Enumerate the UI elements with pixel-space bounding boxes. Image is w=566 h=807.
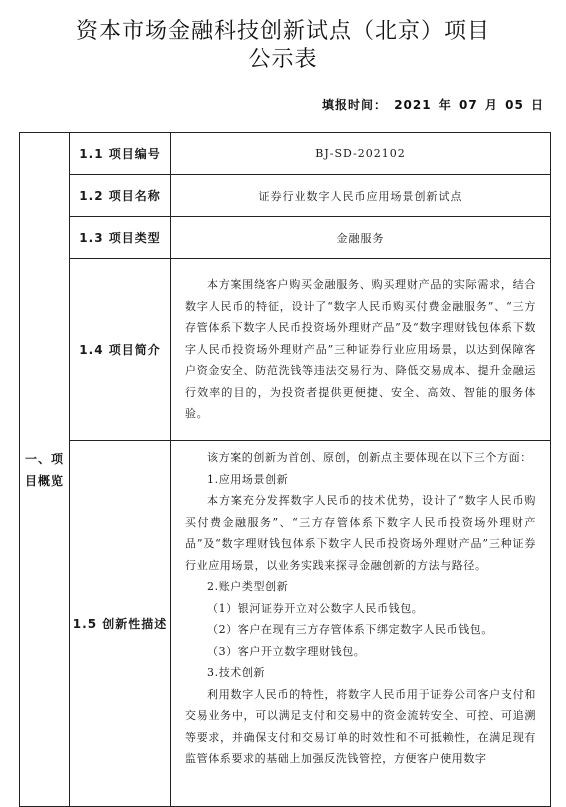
project-name-value: 证券行业数字人民币应用场景创新试点 — [171, 175, 551, 217]
table-row — [20, 217, 551, 259]
project-summary-text: 本方案围绕客户购买金融服务、购买理财产品的实际需求，结合数字人民币的特征，设计了“数字人民币购买付费金融服务”、“三方存管体系下数字人民币投资场外理财产品”及“数字理财钱包体系下数字人民币投资场外理财产品”三种证券行业应用场景，以达到保障客户资金安全、防范洗钱等违法交易行为、降低交易成本、提升金融运行效率的目的，为投资者提供更便捷、安全、高效、智能的服务体验。 — [185, 278, 536, 421]
table-row — [20, 133, 551, 175]
innovation-paragraph-3: 利用数字人民币的特性，将数字人民币用于证券公司客户支付和交易业务中，可以满足支付和交易中的资金流转安全、可控、可追溯等要求，并确保支付和交易订单的时效性和不可抵赖性，在满足现有监管体系要求的基础上加强反洗钱管控，方便客户使用数字 — [185, 687, 536, 765]
innovation-heading-3: 3.技术创新 — [207, 666, 266, 679]
fill-date-month-unit: 月 — [484, 98, 498, 112]
project-table — [19, 132, 551, 807]
fill-date-year: 2021 — [394, 98, 432, 112]
innovation-cell — [171, 441, 551, 807]
page-title-line-1: 资本市场金融科技创新试点（北京）项目 — [75, 19, 490, 44]
innovation-label: 1.5 创新性描述 — [70, 441, 171, 807]
fill-date-day: 05 — [505, 98, 524, 112]
project-number-value: BJ-SD-202102 — [171, 133, 551, 175]
project-summary-label: 1.4 项目简介 — [70, 259, 171, 441]
fill-date — [320, 96, 544, 113]
table-row — [20, 259, 551, 441]
project-number-label: 1.1 项目编号 — [70, 133, 171, 175]
innovation-text — [171, 441, 550, 770]
innovation-item-1: （1）银河证券开立对公数字人民币钱包。 — [207, 601, 424, 615]
innovation-heading-1: 1.应用场景创新 — [207, 472, 289, 486]
innovation-item-2: （2）客户在现有三方存管体系下绑定数字人民币钱包。 — [207, 623, 493, 636]
innovation-paragraph-1: 本方案充分发挥数字人民币的技术优势，设计了“数字人民币购买付费金融服务”、“三方存管体系下数字人民币投资场外理财产品”及“数字理财钱包体系下数字人民币投资场外理财产品”三种证券行业应用场景，以业务实践来探寻金融创新的方法与路径。 — [185, 494, 536, 572]
fill-date-year-unit: 年 — [438, 98, 452, 112]
project-type-value: 金融服务 — [171, 217, 551, 259]
table-row — [20, 175, 551, 217]
page-title-line-2: 公示表 — [248, 47, 318, 72]
innovation-heading-2: 2.账户类型创新 — [207, 580, 289, 593]
fill-date-label: 填报时间： — [322, 98, 388, 112]
table-row — [20, 441, 551, 807]
fill-date-month: 07 — [459, 98, 478, 112]
innovation-intro: 该方案的创新为首创、原创，创新点主要体现在以下三个方面： — [207, 451, 532, 464]
project-name-label: 1.2 项目名称 — [70, 175, 171, 217]
innovation-item-3: （3）客户开立数字理财钱包。 — [207, 644, 366, 658]
project-type-label: 1.3 项目类型 — [70, 217, 171, 259]
section-cell — [20, 133, 70, 807]
fill-date-day-unit: 日 — [530, 98, 544, 112]
section-title: 一、项目概览 — [24, 451, 64, 488]
project-summary-cell — [171, 259, 551, 441]
